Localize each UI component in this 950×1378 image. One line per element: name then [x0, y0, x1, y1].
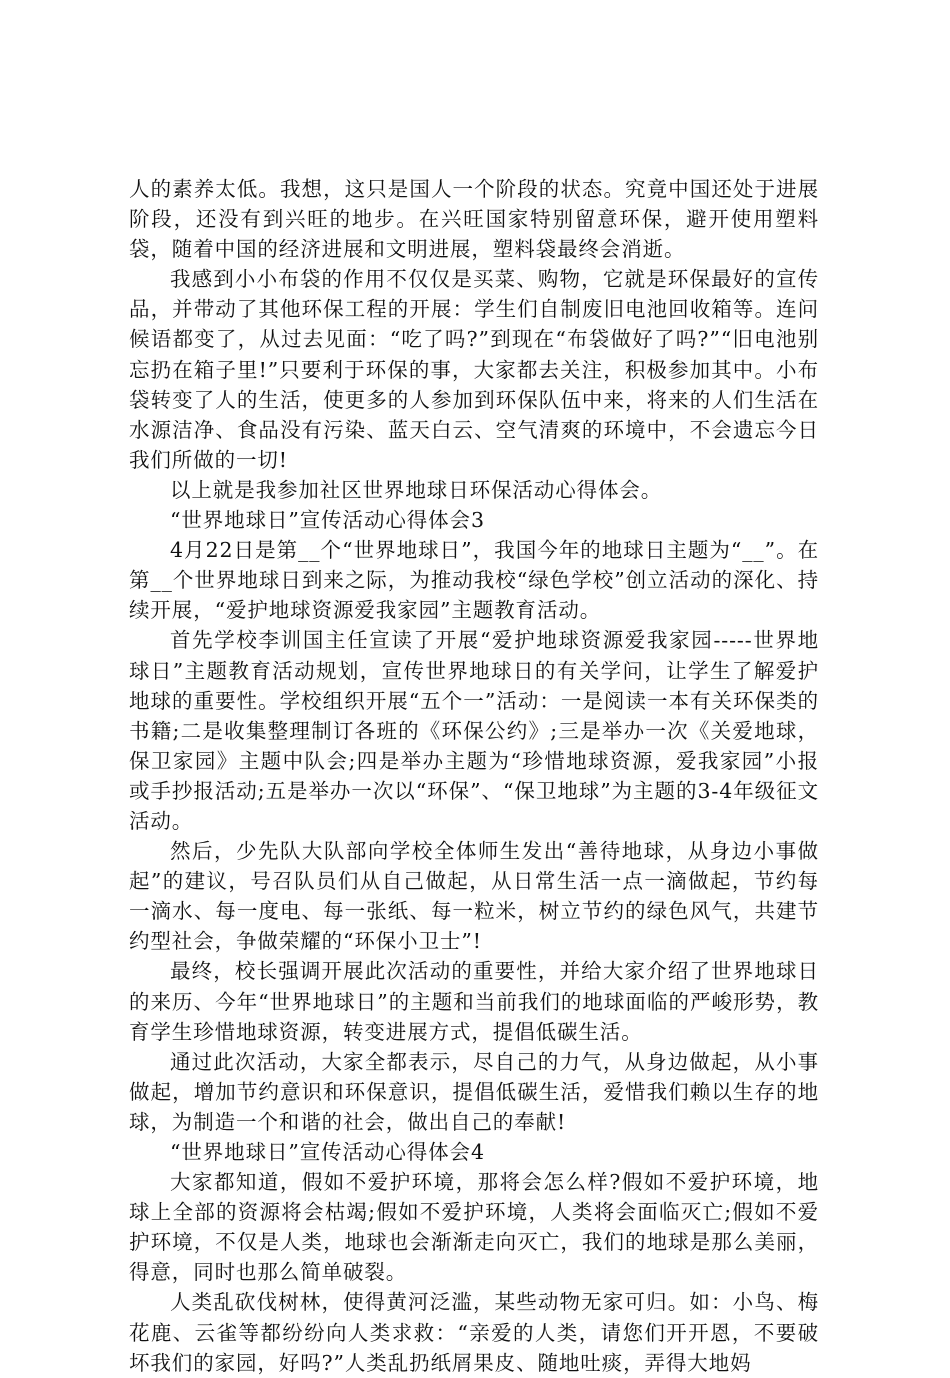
paragraph: 人的素养太低。我想，这只是国人一个阶段的状态。究竟中国还处于进展阶段，还没有到兴旺的地步。在兴旺国家特别留意环保，避开使用塑料袋，随着中国的经济进展和文明进展，塑料袋最终会消逝。	[129, 177, 819, 262]
section-heading: “世界地球日”宣传活动心得体会3	[170, 508, 485, 533]
paragraph: 首先学校李训国主任宣读了开展“爱护地球资源爱我家园-----世界地球日”主题教育活动规划，宣传世界地球日的有关学问，让学生了解爱护地球的重要性。学校组织开展“五个一”活动：一是阅读一本有关环保类的书籍;二是收集整理制订各班的《环保公约》;三是举办一次《关爱地球，保卫家园》主题中队会;四是举办主题为“珍惜地球资源，爱我家园”小报或手抄报活动;五是举办一次以“环保”、“保卫地球”为主题的3-4年级征文活动。	[129, 628, 819, 833]
paragraph: 大家都知道，假如不爱护环境，那将会怎么样?假如不爱护环境，地球上全部的资源将会枯竭;假如不爱护环境，人类将会面临灭亡;假如不爱护环境，不仅是人类，地球也会渐渐走向灭亡，我们的地球是那么美丽，得意，同时也那么简单破裂。	[129, 1170, 819, 1285]
paragraph: 通过此次活动，大家全都表示，尽自己的力气，从身边做起，从小事做起，增加节约意识和环保意识，提倡低碳生活，爱惜我们赖以生存的地球，为制造一个和谐的社会，做出自己的奉献!	[129, 1049, 819, 1134]
paragraph: 4月22日是第__个“世界地球日”，我国今年的地球日主题为“__”。在第__个世界地球日到来之际，为推动我校“绿色学校”创立活动的深化、持续开展，“爱护地球资源爱我家园”主题教育活动。	[129, 538, 819, 623]
document-body	[129, 174, 819, 1378]
paragraph: 以上就是我参加社区世界地球日环保活动心得体会。	[170, 477, 663, 502]
paragraph: 我感到小小布袋的作用不仅仅是买菜、购物，它就是环保最好的宣传品，并带动了其他环保工程的开展：学生们自制废旧电池回收箱等。连问候语都变了，从过去见面：“吃了吗?”到现在“布袋做好了吗?”“旧电池别忘扔在箱子里!”只要利于环保的事，大家都去关注，积极参加其中。小布袋转变了人的生活，使更多的人参加到环保队伍中来，将来的人们生活在水源洁净、食品没有污染、蓝天白云、空气清爽的环境中，不会遗忘今日我们所做的一切!	[129, 267, 819, 472]
paragraph: 最终，校长强调开展此次活动的重要性，并给大家介绍了世界地球日的来历、今年“世界地球日”的主题和当前我们的地球面临的严峻形势，教育学生珍惜地球资源，转变进展方式，提倡低碳生活。	[129, 959, 819, 1044]
paragraph: 人类乱砍伐树林，使得黄河泛滥，某些动物无家可归。如：小鸟、梅花鹿、云雀等都纷纷向人类求救：“亲爱的人类，请您们开开恩，不要破坏我们的家园，好吗?”人类乱扔纸屑果皮、随地吐痰，弄得大地妈	[129, 1290, 819, 1375]
paragraph: 然后，少先队大队部向学校全体师生发出“善待地球，从身边小事做起”的建议，号召队员们从自己做起，从日常生活一点一滴做起，节约每一滴水、每一度电、每一张纸、每一粒米，树立节约的绿色风气，共建节约型社会，争做荣耀的“环保小卫士”!	[129, 839, 819, 954]
section-heading: “世界地球日”宣传活动心得体会4	[170, 1140, 485, 1164]
